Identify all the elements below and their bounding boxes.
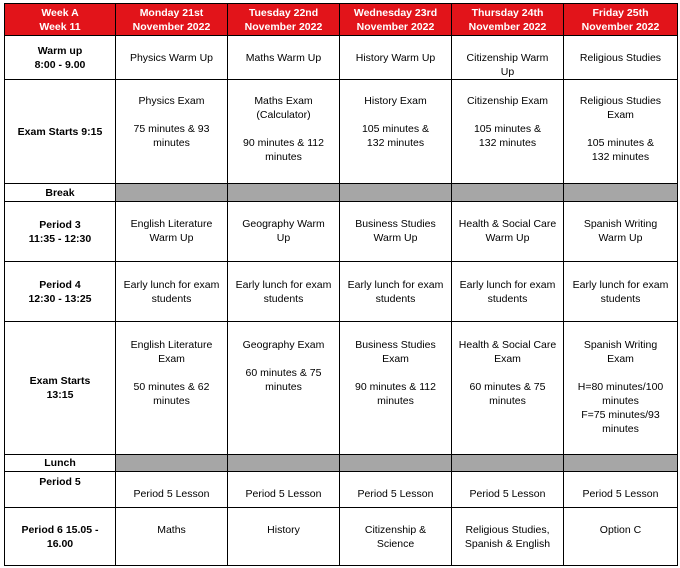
cell-period-5-wednesday: Period 5 Lesson: [340, 472, 452, 508]
cell-exam-morning-tuesday: Maths Exam (Calculator) 90 minutes & 112 minutes: [228, 80, 340, 184]
lunch-fill: [564, 455, 678, 472]
cell-period-3-tuesday: Geography Warm Up: [228, 202, 340, 262]
cell-period-3-thursday: Health & Social Care Warm Up: [452, 202, 564, 262]
cell-warm-up-friday: Religious Studies: [564, 36, 678, 80]
cell-period-5-thursday: Period 5 Lesson: [452, 472, 564, 508]
break-fill: [340, 184, 452, 202]
day-header-wednesday: Wednesday 23rd November 2022: [340, 4, 452, 36]
row-break: [5, 184, 678, 202]
row-label-exam-morning: Exam Starts 9:15: [5, 80, 116, 184]
row-label-period-5: Period 5: [5, 472, 116, 508]
cell-period-6-friday: Option C: [564, 508, 678, 566]
cell-exam-morning-wednesday: History Exam 105 minutes & 132 minutes: [340, 80, 452, 184]
break-fill: [564, 184, 678, 202]
row-label-period-3: Period 3 11:35 - 12:30: [5, 202, 116, 262]
break-fill: [116, 184, 228, 202]
cell-exam-afternoon-tuesday: Geography Exam 60 minutes & 75 minutes: [228, 322, 340, 455]
cell-exam-morning-thursday: Citizenship Exam 105 minutes & 132 minutes: [452, 80, 564, 184]
cell-period-4-thursday: Early lunch for exam students: [452, 262, 564, 322]
lunch-fill: [340, 455, 452, 472]
cell-exam-afternoon-thursday: Health & Social Care Exam 60 minutes & 75 minutes: [452, 322, 564, 455]
cell-period-5-tuesday: Period 5 Lesson: [228, 472, 340, 508]
cell-period-6-wednesday: Citizenship & Science: [340, 508, 452, 566]
cell-warm-up-thursday: Citizenship Warm Up: [452, 36, 564, 80]
cell-warm-up-wednesday: History Warm Up: [340, 36, 452, 80]
cell-period-6-thursday: Religious Studies, Spanish & English: [452, 508, 564, 566]
row-period-6: [5, 508, 678, 566]
cell-exam-afternoon-wednesday: Business Studies Exam 90 minutes & 112 minutes: [340, 322, 452, 455]
week-label: Week A Week 11: [5, 4, 116, 36]
header-row: [5, 4, 678, 36]
row-label-period-4: Period 4 12:30 - 13:25: [5, 262, 116, 322]
row-period-3: [5, 202, 678, 262]
cell-exam-afternoon-friday: Spanish Writing Exam H=80 minutes/100 minutes F=75 minutes/93 minutes: [564, 322, 678, 455]
cell-period-4-tuesday: Early lunch for exam students: [228, 262, 340, 322]
row-label-warm-up: Warm up 8:00 - 9.00: [5, 36, 116, 80]
row-label-break: Break: [5, 184, 116, 202]
cell-period-6-tuesday: History: [228, 508, 340, 566]
row-lunch: [5, 455, 678, 472]
day-header-thursday: Thursday 24th November 2022: [452, 4, 564, 36]
break-fill: [228, 184, 340, 202]
row-exam-afternoon: [5, 322, 678, 455]
cell-warm-up-monday: Physics Warm Up: [116, 36, 228, 80]
lunch-fill: [228, 455, 340, 472]
row-label-period-6: Period 6 15.05 - 16.00: [5, 508, 116, 566]
cell-period-5-friday: Period 5 Lesson: [564, 472, 678, 508]
cell-exam-morning-friday: Religious Studies Exam 105 minutes & 132 minutes: [564, 80, 678, 184]
exam-timetable: [4, 3, 678, 566]
day-header-monday: Monday 21st November 2022: [116, 4, 228, 36]
cell-exam-afternoon-monday: English Literature Exam 50 minutes & 62 minutes: [116, 322, 228, 455]
cell-period-3-wednesday: Business Studies Warm Up: [340, 202, 452, 262]
row-period-4: [5, 262, 678, 322]
cell-period-4-friday: Early lunch for exam students: [564, 262, 678, 322]
cell-period-4-monday: Early lunch for exam students: [116, 262, 228, 322]
cell-period-3-friday: Spanish Writing Warm Up: [564, 202, 678, 262]
lunch-fill: [452, 455, 564, 472]
row-period-5: [5, 472, 678, 508]
cell-period-4-wednesday: Early lunch for exam students: [340, 262, 452, 322]
break-fill: [452, 184, 564, 202]
cell-warm-up-tuesday: Maths Warm Up: [228, 36, 340, 80]
day-header-friday: Friday 25th November 2022: [564, 4, 678, 36]
cell-period-5-monday: Period 5 Lesson: [116, 472, 228, 508]
row-exam-morning: [5, 80, 678, 184]
cell-period-3-monday: English Literature Warm Up: [116, 202, 228, 262]
day-header-tuesday: Tuesday 22nd November 2022: [228, 4, 340, 36]
cell-exam-morning-monday: Physics Exam 75 minutes & 93 minutes: [116, 80, 228, 184]
row-label-lunch: Lunch: [5, 455, 116, 472]
cell-period-6-monday: Maths: [116, 508, 228, 566]
row-label-exam-afternoon: Exam Starts 13:15: [5, 322, 116, 455]
lunch-fill: [116, 455, 228, 472]
row-warm-up: [5, 36, 678, 80]
